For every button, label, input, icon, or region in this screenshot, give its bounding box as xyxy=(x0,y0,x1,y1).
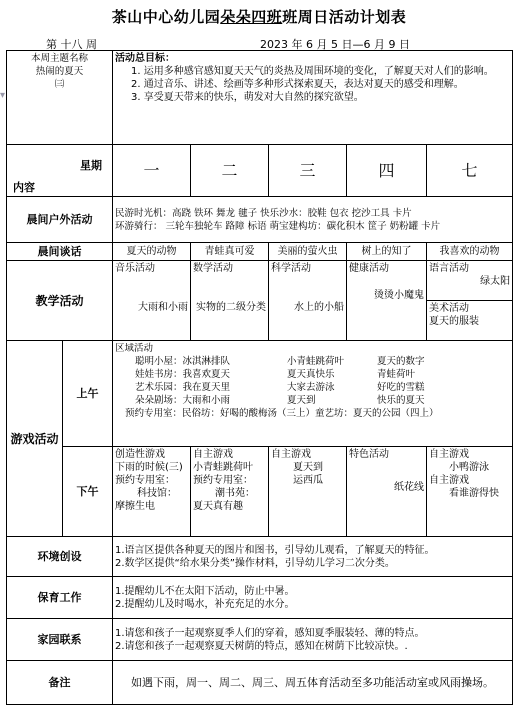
teaching-tue-type: 数学活动 xyxy=(193,263,234,274)
area-row xyxy=(115,381,510,394)
area-cell-text: 艺术乐园：我在夏天里 xyxy=(135,382,231,393)
notes-cell: 如遇下雨，周一、周二、周三、周五体育活动至多功能活动室或风雨操场。 xyxy=(113,661,513,705)
game-pm-label: 下午 xyxy=(63,447,113,537)
home-label: 家园联系 xyxy=(7,619,113,661)
environment-line: 2.数学区提供“给水果分类”操作材料，引导幼儿学习二次分类。 xyxy=(115,557,395,569)
pm-tue-line: 夏天真有趣 xyxy=(193,501,244,512)
teaching-row-1 xyxy=(7,261,513,301)
area-cell xyxy=(113,341,513,447)
teaching-mon-name: 大雨和小雨 xyxy=(138,302,189,313)
content-label: 内容 xyxy=(13,181,35,194)
collapse-arrow-icon: ▾ xyxy=(0,90,6,101)
weekly-plan-table xyxy=(6,50,513,705)
theme-num: ㈢ xyxy=(54,79,65,90)
area-title: 区域活动 xyxy=(115,343,154,354)
area-cell-text: 大家去游泳 xyxy=(287,382,335,393)
goal-2: 2. 通过音乐、讲述、绘画等多种形式探索夏天，表达对夏天的感受和理解。 xyxy=(131,79,464,90)
game-am-label: 上午 xyxy=(63,341,113,447)
teaching-thu-type: 健康活动 xyxy=(349,263,390,274)
page-title xyxy=(0,6,518,27)
booking-line: 预约专用室：民俗坊：好喝的酸梅汤（三上）童艺坊：夏天的公园（四上） xyxy=(125,408,439,419)
pm-mon-line: 摩擦生电 xyxy=(115,501,156,512)
area-cell-text: 夏天到 xyxy=(287,395,316,406)
teaching-wed xyxy=(269,261,347,341)
game-am-row xyxy=(7,341,513,447)
home-cell xyxy=(113,619,513,661)
game-pm-row xyxy=(7,447,513,537)
title-class: 朵朵四班 xyxy=(220,8,283,26)
area-cell-text: 夏天真快乐 xyxy=(287,369,335,380)
week-label: 第 十八 周 xyxy=(46,38,97,51)
pm-wed-line: 运西瓜 xyxy=(293,475,324,486)
talk-tue: 青蛙真可爱 xyxy=(191,243,269,261)
day-fri: 七 xyxy=(427,145,513,197)
goals-label: 活动总目标： xyxy=(115,53,176,64)
area-cell-text: 夏天的数字 xyxy=(377,356,425,367)
outdoor-cell xyxy=(113,197,513,243)
day-thu: 四 xyxy=(347,145,427,197)
environment-cell xyxy=(113,537,513,577)
pm-mon-line: 科技馆： xyxy=(137,488,178,499)
pm-mon xyxy=(113,447,191,537)
teaching-fri2-type: 美术活动 xyxy=(429,303,470,314)
theme-label: 本周主题名称 xyxy=(31,53,89,64)
pm-thu xyxy=(347,447,427,537)
home-line: 1.请您和孩子一起观察夏季人们的穿着，感知夏季服装轻、薄的特点。 xyxy=(115,627,425,639)
teaching-label: 教学活动 xyxy=(7,261,113,341)
pm-fri-line: 小鸭游泳 xyxy=(449,462,490,473)
teaching-tue xyxy=(191,261,269,341)
talk-fri: 我喜欢的动物 xyxy=(427,243,513,261)
teaching-thu-name: 烫烫小魔鬼 xyxy=(374,290,425,301)
pm-mon-line: 创造性游戏 xyxy=(115,449,166,460)
care-row xyxy=(7,577,513,619)
area-cell-text: 朵朵剧场：大雨和小雨 xyxy=(135,395,231,406)
area-row xyxy=(115,394,510,407)
teaching-fri-1 xyxy=(427,261,513,301)
header-corner xyxy=(7,145,113,197)
pm-mon-line: 下雨的时候(三) xyxy=(115,462,183,473)
weekday-label: 星期 xyxy=(80,159,103,172)
talk-label: 晨间谈话 xyxy=(7,243,113,261)
care-cell xyxy=(113,577,513,619)
teaching-wed-type: 科学活动 xyxy=(271,263,312,274)
pm-tue-line: 潮书苑： xyxy=(215,488,256,499)
teaching-fri2-name: 夏天的服装 xyxy=(429,316,480,327)
care-line: 1.提醒幼儿不在太阳下活动，防止中暑。 xyxy=(115,585,295,597)
date-range: 2023 年 6 月 5 日—6 月 9 日 xyxy=(260,38,410,51)
care-line: 2.提醒幼儿及时喝水，补充充足的水分。 xyxy=(115,598,295,610)
home-row xyxy=(7,619,513,661)
pm-wed xyxy=(269,447,347,537)
day-tue: 二 xyxy=(191,145,269,197)
pm-fri xyxy=(427,447,513,537)
goals-row xyxy=(7,51,513,145)
pm-wed-line: 自主游戏 xyxy=(271,449,312,460)
area-cell-text: 快乐的夏天 xyxy=(377,395,425,406)
environment-row xyxy=(7,537,513,577)
area-cell-text: 好吃的雪糕 xyxy=(377,382,425,393)
goals-cell xyxy=(113,51,513,145)
talk-mon: 夏天的动物 xyxy=(113,243,191,261)
area-cell-text: 小青蛙跳荷叶 xyxy=(287,356,345,367)
pm-tue-line: 自主游戏 xyxy=(193,449,234,460)
goal-3: 3. 享受夏天带来的快乐，萌发对大自然的探究欲望。 xyxy=(131,92,364,103)
theme-cell xyxy=(7,51,113,145)
area-cell-text: 聪明小屋：冰淇淋排队 xyxy=(135,356,231,367)
game-label: 游戏活动 xyxy=(7,341,63,537)
pm-wed-line: 夏天到 xyxy=(293,462,324,473)
teaching-thu xyxy=(347,261,427,341)
notes-label: 备注 xyxy=(7,661,113,705)
pm-fri-line: 自主游戏 xyxy=(429,449,470,460)
pm-mon-line: 预约专用室： xyxy=(115,475,176,486)
teaching-fri-2 xyxy=(427,301,513,341)
pm-fri-line: 自主游戏 xyxy=(429,475,470,486)
day-mon: 一 xyxy=(113,145,191,197)
header-row xyxy=(7,145,513,197)
goal-1: 1. 运用多种感官感知夏天天气的炎热及周围环境的变化，了解夏天对人们的影响。 xyxy=(131,66,494,77)
teaching-fri1-name: 绿太阳 xyxy=(480,276,511,287)
title-suffix: 班周日活动计划表 xyxy=(282,8,407,26)
home-line: 2.请您和孩子一起观察夏天树荫的特点，感知在树荫下比较凉快。. xyxy=(115,640,408,652)
theme-name: 热闹的夏天 xyxy=(35,66,84,77)
pm-thu-line: 纸花线 xyxy=(394,482,425,493)
environment-line: 1.语言区提供各种夏天的图片和图书，引导幼儿观看，了解夏天的特征。 xyxy=(115,544,435,556)
teaching-fri1-type: 语言活动 xyxy=(429,263,470,274)
talk-row xyxy=(7,243,513,261)
area-cell-text: 娃娃书房：我喜欢夏天 xyxy=(135,369,231,380)
outdoor-row xyxy=(7,197,513,243)
outdoor-line-1: 民游时光机：高跷 铁环 舞龙 毽子 快乐沙水：胶鞋 包衣 挖沙工具 卡片 xyxy=(115,207,412,219)
talk-wed: 美丽的萤火虫 xyxy=(269,243,347,261)
pm-fri-line: 看谁游得快 xyxy=(449,488,500,499)
pm-tue-line: 预约专用室： xyxy=(193,475,254,486)
teaching-mon-type: 音乐活动 xyxy=(115,263,156,274)
environment-label: 环境创设 xyxy=(7,537,113,577)
area-row xyxy=(115,368,510,381)
teaching-tue-name: 实物的二级分类 xyxy=(196,302,267,313)
area-cell-text: 青蛙荷叶 xyxy=(377,369,416,380)
notes-row xyxy=(7,661,513,705)
pm-tue-line: 小青蛙跳荷叶 xyxy=(193,462,254,473)
title-prefix: 茶山中心幼儿园 xyxy=(111,8,221,26)
day-wed: 三 xyxy=(269,145,347,197)
outdoor-line-2: 环游骑行： 三轮车独轮车 路障 标语 萌宝建构坊：碳化积木 筐子 奶粉罐 卡片 xyxy=(115,220,441,232)
pm-thu-line: 特色活动 xyxy=(349,449,390,460)
pm-tue xyxy=(191,447,269,537)
outdoor-label: 晨间户外活动 xyxy=(7,197,113,243)
care-label: 保育工作 xyxy=(7,577,113,619)
teaching-mon xyxy=(113,261,191,341)
area-row xyxy=(115,355,510,368)
teaching-wed-name: 水上的小船 xyxy=(294,302,345,313)
talk-thu: 树上的知了 xyxy=(347,243,427,261)
